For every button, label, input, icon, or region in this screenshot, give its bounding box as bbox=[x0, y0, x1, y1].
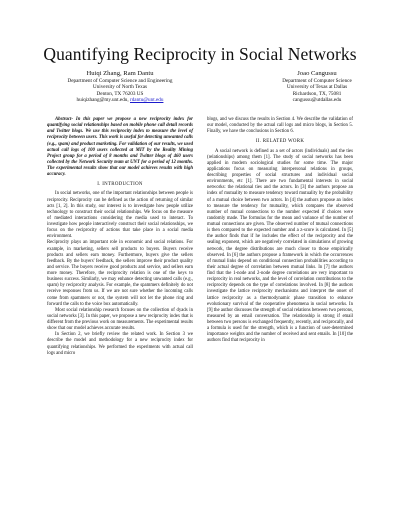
author-block-right bbox=[252, 70, 382, 104]
author-email: cangussu@utdallas.edu bbox=[292, 97, 342, 104]
paragraph: blogs, and we discuss the results in Section 4. We describe the validation of our model, conducted by the actual call logs and micro blogs, in Section 5. Finally, we have the conclusions in Section 6. bbox=[207, 117, 353, 135]
author-location: Denton, TX 76203 US bbox=[96, 90, 144, 97]
paragraph: In social networks, one of the important relationships between people is reciprocity. Reciprocity can be defined as the action of returning of similar acts [1, 2]. In this study, our interest is to investigate how people utilize technology to construct their social relationships. We focus on the measure of mediated interactions considering the media used to interact. To investigate how people interactively construct their social relationships, we focus on the reciprocity of actions that take place in a social media environment. bbox=[47, 191, 193, 240]
author-names: Huiqi Zhang, Ram Dantu bbox=[86, 70, 154, 77]
section-heading-related-work: II. RELATED WORK bbox=[255, 139, 305, 145]
paragraph: Most social relationship research focuses on the collection of dyads in social networks [3]. In this paper, we propose a new reciprocity index that is different from the previous work on measurements. The experimental results show that our model achieves accurate results. bbox=[47, 307, 193, 332]
author-university: University of Texas at Dallas bbox=[286, 84, 348, 91]
right-column bbox=[207, 117, 353, 345]
author-email-link[interactable]: rdantu@unt.edu bbox=[129, 97, 164, 104]
left-column bbox=[47, 117, 193, 357]
author-department: Department of Computer Science and Engineering bbox=[67, 78, 173, 84]
abstract-text: In this paper we propose a new reciprocity index for quantifying social relationships based on mobile phone call detail records and Twitter blogs. We use this reciprocity index to measure the level of reciprocity between users. This work is useful for detecting unwanted calls (e.g., spam) and product marketing. For validation of our results, we used actual call logs of 100 users collected at MIT by the Reality Mining Project group for a period of 8 months and Twitter blogs of 460 users collected by the Network Security team at UNT for a period of 12 months. The experimental results show that our model achieves results with high accuracy. bbox=[47, 117, 194, 178]
abstract bbox=[47, 117, 193, 178]
author-department: Department of Computer Science bbox=[282, 78, 352, 84]
author-block-left bbox=[40, 70, 200, 104]
paper-title: Quantifying Reciprocity in Social Networks bbox=[43, 44, 357, 64]
author-email: huiqizhang@my.unt.edu bbox=[76, 97, 128, 104]
paragraph: A social network is defined as a set of actors (individuals) and the ties (relationships) among them [1]. The study of social networks has been applied in modern sociological studies for some time. The major applications focus on measuring interpersonal relations in groups, describing properties of social structures and individual social environments, etc [1]. There are two fundamental interests in social networks: the relational ties and the actors. In [3] the authors propose an index of mutuality to measure tendency toward mutuality by the probability of a mutual choice between two actors. In [4] the authors propose an index to measure the tendency for mutuality, which compares the observed number of mutual connections to the number expected if choices were randomly made. The formulas for the mean and variance of the number of mutual connections are given. The observed number of mutual connections is then compared to the expected number and a z-score is calculated. In [5] the author finds that if he includes the effect of the reciprocity and the sealing exponent, which are negatively correlated in simulations of growing network, the degree distributions are much closer to those empirically observed. In [6] the authors propose a framework in which the occurrences of mutual links depend on conditional connection probabilities according to their actual degree of correlation between mutual links. In [7] the authors find that the 1-node and 2-node degree correlations are very important to reciprocity in real networks, and the level of correlation contributions to the reciprocity depends on the type of correlations involved. In [8] the authors investigate the lattice reciprocity mechanisms and interpret the onset of lattice reciprocity as a thermodynamic phase transition to enhance evolutionary survival of the cooperative phenomena in social networks. In [9] the author discusses the strength of social relations between two persons, measured by an email conversation. The relationship is strong if email between two persons is exchanged frequently, recently, and reciprocally, and a formula is used for the strength, which is a function of user-determined importance weights and the number of received and sent emails. In [10] the authors find that reciprocity in bbox=[207, 148, 353, 344]
paragraph: In Section 2, we briefly review the related work. In Section 3 we describe the model and methodology for a new reciprocity index for quantifying relationships. We performed the experiments with actual call logs and micro bbox=[47, 332, 193, 356]
author-university: University of North Texas bbox=[92, 84, 148, 91]
section-heading-introduction: I. INTRODUCTION bbox=[97, 182, 143, 188]
paragraph: Reciprocity plays an important role in economic and social relations. For example, in marketing, sellers sell products to buyers. Buyers receive products and sellers earn money. Furthermore, buyers give the sellers feedback. By the buyers' feedback, the sellers improve their product quality and service. The buyers receive good products and service, and sellers earn more money. Therefore, the reciprocity relation is one of the keys to business success. Similarly, we may enhance detecting unwanted calls (e.g., spam) by reciprocity analysis. For example, the spammers definitely do not receive responses from us. If we are not sure whether the incoming calls come from spammers or not, the system will not let the phone ring and forward the calls to the voice box automatically. bbox=[47, 240, 193, 307]
abstract-label: Abstract- bbox=[55, 117, 73, 122]
author-location: Richardson, TX, 75081 bbox=[292, 90, 342, 97]
author-emails: huiqizhang@my.unt.edu, rdantu@unt.edu bbox=[76, 97, 164, 104]
author-names: Joao Cangussu bbox=[297, 70, 337, 77]
